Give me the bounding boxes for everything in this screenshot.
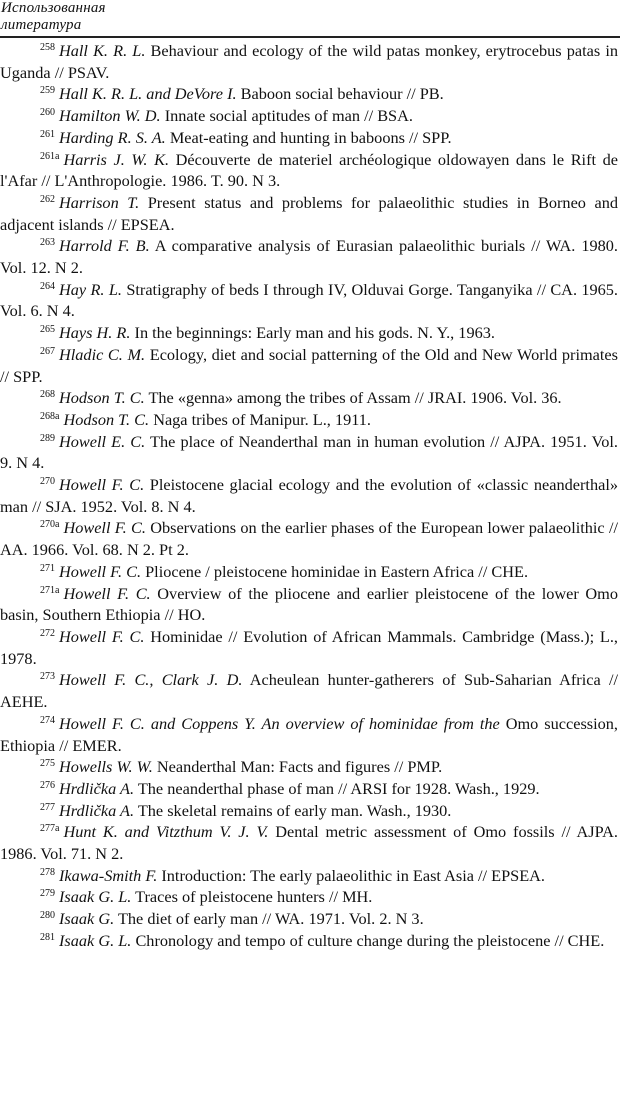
reference-text: Omo succession, Ethiopia // EMER. [0,713,619,755]
reference-author: Hladic C. M. [59,344,146,364]
reference-author: Hall K. R. L. and DeVore I. [59,84,237,104]
running-header [1,0,106,34]
reference-number: 278 [40,866,55,878]
reference-author: Harris J. W. K. [63,149,170,169]
reference-author: Harding R. S. A. [59,127,166,147]
reference-author: Howell F. C. [59,626,145,646]
reference-entry [0,800,618,822]
reference-author: Hunt K. and Vitzthum V. J. V. [63,822,269,842]
reference-author: Isaak G. L. [59,887,132,907]
reference-number: 271 [40,562,55,574]
reference-text: A comparative analysis of Eurasian palaeolithic burials // WA. 1980. Vol. 12. N 2. [0,236,619,278]
reference-number: 268 [40,389,55,401]
reference-text: Baboon social behaviour // PB. [240,84,444,104]
reference-text: Ecology, diet and social patterning of the Old and New World primates // SPP. [0,344,618,386]
reference-text: The neanderthal phase of man // ARSI for 1928. Wash., 1929. [137,778,540,798]
reference-entry [0,127,618,149]
reference-number: 268a [40,410,60,422]
reference-entry [0,821,618,864]
reference-entry [0,930,618,952]
reference-author: Harrison T. [59,192,140,212]
reference-author: Isaak G. [59,909,115,929]
reference-author: Hall K. R. L. [59,41,146,60]
reference-author: Hay R. L. [59,279,122,299]
reference-entry [0,756,618,778]
reference-entry [0,865,618,887]
reference-number: 267 [40,345,55,357]
reference-text: Traces of pleistocene hunters // MH. [135,887,373,907]
reference-text: The place of Neanderthal man in human evolution // AJPA. 1951. Vol. 9. N 4. [0,431,618,473]
reference-number: 273 [40,671,55,683]
reference-text: Stratigraphy of beds I through IV, Olduvai Gorge. Tanganyika // CA. 1965. Vol. 6. N 4. [0,279,618,321]
reference-author: Hamilton W. D. [59,106,161,126]
reference-entry [0,83,618,105]
reference-author: Howell F. C. and Coppens Y. An overview of hominidae from the [59,713,500,733]
header-rule [0,36,620,38]
reference-author: Hrdlička A. [59,778,135,798]
reference-text: In the beginnings: Early man and his gods. N. Y., 1963. [134,323,495,343]
reference-number: 263 [40,237,55,249]
reference-text: Pliocene / pleistocene hominidae in Eastern Africa // CHE. [145,561,529,581]
reference-number: 270 [40,476,55,488]
reference-entry [0,322,618,344]
reference-author: Hrdlička A. [59,800,135,820]
reference-author: Harrold F. B. [59,236,150,256]
reference-entry [0,149,618,192]
reference-entry [0,344,618,387]
reference-text: Découverte de materiel archéologique oldowayen dans le Rift de l'Afar // L'Anthropologie. 1986. T. 90. N 3. [0,149,618,191]
reference-text: Introduction: The early palaeolithic in East Asia // EPSEA. [161,865,545,885]
reference-entry [0,886,618,908]
reference-number: 276 [40,779,55,791]
reference-author: Howell F. C. [59,475,145,495]
reference-entry [0,778,618,800]
reference-text: Innate social aptitudes of man // BSA. [164,106,413,126]
reference-entry [0,431,618,474]
reference-author: Howells W. W. [59,757,153,777]
reference-entry [0,583,618,626]
reference-text: Dental metric assessment of Omo fossils // AJPA. 1986. Vol. 71. N 2. [0,822,619,864]
reference-author: Howell F. C. [59,561,142,581]
reference-number: 275 [40,758,55,770]
reference-text: Hominidae // Evolution of African Mammals. Cambridge (Mass.); L., 1978. [0,626,618,668]
reference-number: 261 [40,128,55,140]
reference-number: 289 [40,432,55,444]
reference-text: Naga tribes of Manipur. L., 1911. [153,409,371,429]
reference-number: 258 [40,42,55,53]
reference-entry [0,40,618,83]
reference-entry [0,192,618,235]
reference-entry [0,713,618,756]
reference-number: 271a [40,584,60,596]
reference-author: Howell F. C. [63,518,146,538]
reference-number: 264 [40,280,55,292]
reference-author: Hodson T. C. [63,409,150,429]
reference-number: 260 [40,107,55,119]
reference-number: 262 [40,193,55,205]
reference-text: Neanderthal Man: Facts and figures // PMP. [156,757,443,777]
reference-text: Acheulean hunter-gatherers of Sub-Saharian Africa // AEHE. [0,670,619,712]
reference-entry [0,235,618,278]
reference-number: 280 [40,910,55,922]
reference-entry [0,409,618,431]
reference-text: Meat-eating and hunting in baboons // SPP. [169,127,452,147]
reference-number: 274 [40,714,55,726]
reference-number: 272 [40,627,55,639]
reference-entry [0,105,618,127]
reference-text: Present status and problems for palaeolithic studies in Borneo and adjacent islands // EPSEA. [0,192,618,234]
reference-entry [0,908,618,930]
reference-author: Howell F. C. [63,583,151,603]
reference-number: 277 [40,801,55,813]
reference-author: Howell E. C. [59,431,146,451]
reference-author: Hodson T. C. [59,388,145,408]
reference-author: Isaak G. L. [59,930,132,950]
reference-entry [0,517,618,560]
reference-number: 265 [40,324,55,336]
reference-author: Howell F. C., Clark J. D. [59,670,243,690]
reference-text: Observations on the earlier phases of the European lower palaeolithic // AA. 1966. Vol. 68. N 2. Pt 2. [0,518,618,560]
reference-text: The diet of early man // WA. 1971. Vol. 2. N 3. [117,909,424,929]
reference-entry [0,669,618,712]
reference-text: Overview of the pliocene and earlier pleistocene of the lower Omo basin, Southern Ethiopia // HO. [0,583,618,625]
reference-number: 261a [40,150,60,162]
reference-number: 259 [40,85,55,97]
reference-number: 281 [40,931,55,943]
reference-number: 270a [40,519,60,531]
reference-list [0,40,618,952]
header-line-1: Использованная [1,0,106,16]
reference-number: 277a [40,823,60,835]
header-line-2: литература [1,17,82,33]
reference-author: Ikawa-Smith F. [59,865,158,885]
reference-text: Behaviour and ecology of the wild patas monkey, erytrocebus patas in Uganda // PSAV. [0,41,618,82]
reference-entry [0,387,618,409]
reference-text: The skeletal remains of early man. Wash., 1930. [137,800,452,820]
reference-author: Hays H. R. [59,323,131,343]
reference-text: The «genna» among the tribes of Assam // JRAI. 1906. Vol. 36. [148,388,562,408]
reference-entry [0,279,618,322]
reference-entry [0,626,618,669]
reference-number: 279 [40,888,55,900]
reference-text: Pleistocene glacial ecology and the evolution of «classic neanderthal» man // SJA. 1952. Vol. 8. N 4. [0,475,618,516]
reference-entry [0,561,618,583]
reference-text: Chronology and tempo of culture change during the pleistocene // CHE. [135,930,605,950]
reference-entry [0,474,618,517]
